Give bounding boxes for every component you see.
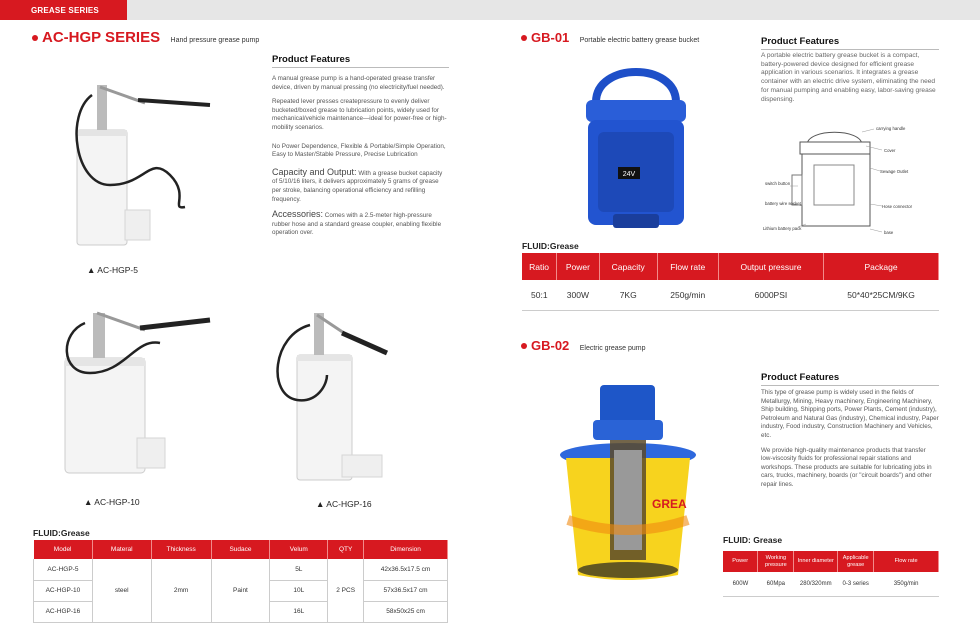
table-header-cell: Capacity	[599, 253, 657, 280]
table-cell: 350g/min	[874, 572, 939, 596]
table-header-cell: Thickness	[151, 540, 211, 559]
table-row	[34, 559, 448, 580]
gb02-title-block	[521, 337, 646, 355]
diagram-label-cover: Cover	[884, 148, 896, 153]
table-header-row	[522, 253, 939, 280]
hgp-fluid-label: FLUID:Grease	[33, 528, 90, 538]
table-header-cell: Sudace	[211, 540, 270, 559]
table-cell: 50*40*25CM/9KG	[824, 280, 939, 310]
table-row	[522, 280, 939, 310]
gb01-features-title: Product Features	[761, 36, 939, 50]
diagram-label-base: base	[884, 230, 894, 235]
hgp-para-3: No Power Dependence, Flexible & Portable/Simple Operation, Easy to Master/Stable Pressure, Precise Lubrication	[272, 142, 446, 159]
gb02-features	[761, 372, 939, 490]
hgp-features	[272, 54, 449, 238]
hgp-10-label: ▲ AC-HGP-10	[84, 497, 140, 507]
table-header-cell: Ratio	[522, 253, 557, 280]
table-header-cell: Inner diameter	[794, 551, 838, 572]
table-row	[723, 572, 939, 596]
gb01-features	[761, 36, 939, 104]
model-cell: AC-HGP-16	[34, 601, 93, 622]
gb01-para-1: A portable electric battery grease bucket is a compact, battery-powered device designed for efficient grease application in various scenarios. It integrates a grease container with an electric drive system, eliminating the need for manual pumping and enabling easy, labor-saving grease dispensing.	[761, 52, 936, 103]
diagram-label-sewage: Sewage Outlet	[880, 169, 909, 174]
gb02-fluid-label: FLUID: Grease	[723, 535, 783, 545]
diagram-label-socket: battery wire socket	[765, 201, 801, 206]
table-cell: 50:1	[522, 280, 557, 310]
dimension-cell: 58x50x25 cm	[364, 601, 448, 622]
hgp-capacity-text: With a grease bucket capacity of 5/10/16 liters, it delivers approximately 5 grams of grease per stroke, balancing operational efficiency and refilling frequency.	[272, 169, 443, 203]
gb02-features-title: Product Features	[761, 372, 939, 386]
model-cell: AC-HGP-5	[34, 559, 93, 580]
hgp-series-title: AC-HGP SERIES	[42, 29, 161, 46]
hgp-accessories-heading: Accessories:	[272, 209, 324, 220]
thickness-cell: 2mm	[151, 559, 211, 622]
bullet-dot-icon	[521, 35, 527, 41]
model-cell: AC-HGP-10	[34, 580, 93, 601]
table-header-cell: Power	[557, 253, 600, 280]
surface-cell: Paint	[211, 559, 270, 622]
bullet-dot-icon	[32, 35, 38, 41]
hgp-title-block	[32, 29, 259, 47]
table-header-row	[34, 540, 448, 559]
table-cell: 300W	[557, 280, 600, 310]
hgp-subtitle: Hand pressure grease pump	[170, 37, 260, 44]
table-cell: 0-3 series	[838, 572, 874, 596]
gb01-bucket-image	[578, 62, 696, 232]
battery-voltage-label: 24V	[622, 171, 636, 178]
table-header-cell: Power	[723, 551, 758, 572]
bullet-dot-icon	[521, 343, 527, 349]
table-header-cell: Package	[824, 253, 939, 280]
bucket-brand-text: GREA	[652, 497, 687, 511]
volume-cell: 16L	[270, 601, 328, 622]
section-label: GREASE SERIES	[0, 0, 127, 20]
hgp-5-label: ▲ AC-HGP-5	[87, 265, 138, 275]
gb02-spec-table	[723, 551, 939, 597]
gb01-code: GB-01	[531, 30, 570, 45]
hgp-5-pump-image	[70, 75, 220, 260]
gb02-para-2: We provide high-quality maintenance products that transfer low-viscosity fluids for professional repair stations and workshops. These products are suitable for lubricating jobs in cars, trucks, machinery, boards (or "circuit boards") and other repair lines.	[761, 446, 932, 488]
hgp-16-label: ▲ AC-HGP-16	[316, 499, 372, 509]
table-header-cell: QTY	[328, 540, 364, 559]
qty-cell: 2 PCS	[328, 559, 364, 622]
diagram-label-battery: Lithium battery pack	[763, 226, 802, 231]
gb02-para-1: This type of grease pump is widely used in the fields of Metallurgy, Mining, Heavy machinery, Engineering Machinery, Ship building, Shipping ports, Power Plants, Cement (industry), Petroleum and Natural Gas (industry), Chemical industry, Paper industry, Food industry, Construction Machinery and Vehicles, etc.	[761, 389, 939, 439]
volume-cell: 10L	[270, 580, 328, 601]
header-bar	[0, 0, 980, 20]
gb02-pump-image	[548, 380, 708, 590]
diagram-label-handle: carrying handle	[876, 126, 906, 131]
material-cell: steel	[92, 559, 151, 622]
hgp-features-title: Product Features	[272, 54, 449, 68]
hgp-capacity-heading: Capacity and Output:	[272, 166, 357, 177]
hgp-para-1: A manual grease pump is a hand-operated grease transfer device, driven by manual pressing (no electricity/fuel needed).	[272, 75, 445, 91]
table-cell: 7KG	[599, 280, 657, 310]
gb02-subtitle: Electric grease pump	[579, 345, 646, 352]
gb02-code: GB-02	[531, 338, 570, 353]
table-cell: 600W	[723, 572, 758, 596]
table-header-cell: Output pressure	[718, 253, 823, 280]
table-header-cell: Applicable grease	[838, 551, 874, 572]
dimension-cell: 42x36.5x17.5 cm	[364, 559, 448, 580]
table-header-cell: Flow rate	[657, 253, 718, 280]
table-header-cell: Model	[34, 540, 93, 559]
table-header-cell: Materal	[92, 540, 151, 559]
diagram-label-switch: switch button	[765, 181, 791, 186]
hgp-spec-table	[33, 540, 448, 623]
table-header-cell: Working pressure	[758, 551, 794, 572]
dimension-cell: 57x36.5x17 cm	[364, 580, 448, 601]
gb01-subtitle: Portable electric battery grease bucket	[579, 37, 700, 44]
table-cell: 250g/min	[657, 280, 718, 310]
hgp-para-2: Repeated lever presses createpressure to evenly deliver bucketed/boxed grease to lubrication points, widely used for mechanical/vehicle maintenance—ideal for power-free or high-mobility scenarios.	[272, 98, 447, 131]
table-header-cell: Dimension	[364, 540, 448, 559]
table-cell: 60Mpa	[758, 572, 794, 596]
table-header-cell: Velum	[270, 540, 328, 559]
table-header-row	[723, 551, 939, 572]
volume-cell: 5L	[270, 559, 328, 580]
gb01-title-block	[521, 29, 699, 47]
hgp-10-pump-image	[55, 298, 220, 488]
gb01-spec-table	[522, 253, 939, 311]
table-cell: 6000PSI	[718, 280, 823, 310]
gb01-fluid-label: FLUID:Grease	[522, 241, 579, 251]
table-cell: 280/320mm	[794, 572, 838, 596]
gb01-diagram	[762, 120, 938, 242]
hgp-accessories-text: Comes with a 2.5-meter high-pressure rubber hose and a standard grease coupler, enabling flexible operation over.	[272, 212, 442, 237]
diagram-label-hose: Hose connector	[882, 204, 913, 209]
table-header-cell: Flow rate	[874, 551, 939, 572]
hgp-16-pump-image	[272, 305, 392, 490]
